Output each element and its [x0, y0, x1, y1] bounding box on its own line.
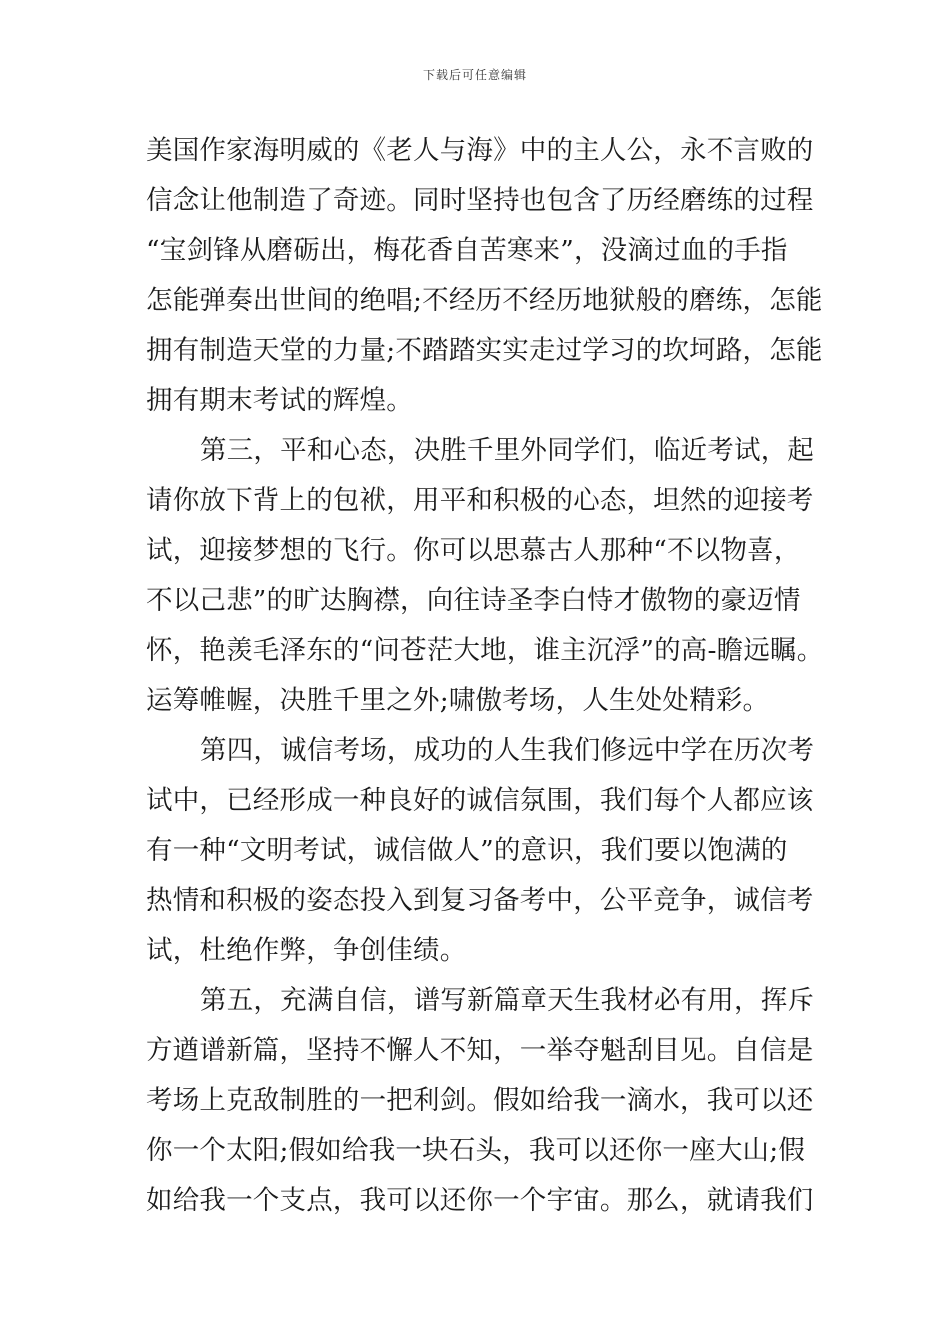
paragraph-start-line: 第五，充满自信，谱写新篇章天生我材必有用，挥斥: [200, 985, 815, 1016]
text-line: 如给我一个支点，我可以还你一个宇宙。那么，就请我们: [146, 1185, 814, 1216]
paragraph-start-line: 第三，平和心态，决胜千里外同学们，临近考试，起: [200, 435, 815, 466]
text-line: 试，杜绝作弊，争创佳绩。: [146, 935, 467, 966]
paragraph-start-line: 第四，诚信考场，成功的人生我们修远中学在历次考: [200, 735, 815, 766]
text-line: 拥有期末考试的辉煌。: [146, 385, 413, 416]
text-line: 信念让他制造了奇迹。同时坚持也包含了历经磨练的过程: [146, 185, 814, 216]
text-line: 美国作家海明威的《老人与海》中的主人公，永不言败的: [146, 135, 814, 166]
text-line: 请你放下背上的包袱，用平和积极的心态，坦然的迎接考: [146, 485, 814, 516]
text-line: 怎能弹奏出世间的绝唱;不经历不经历地狱般的磨练，怎能: [146, 285, 823, 316]
text-line: 方遒谱新篇，坚持不懈人不知，一举夺魁刮目见。自信是: [146, 1035, 814, 1066]
text-line: 你一个太阳;假如给我一块石头，我可以还你一座大山;假: [146, 1135, 806, 1166]
text-line: 有一种“文明考试，诚信做人”的意识，我们要以饱满的: [146, 835, 788, 866]
text-line: 怀，艳羡毛泽东的“问苍茫大地，谁主沉浮”的高-瞻远瞩。: [146, 635, 824, 666]
text-line: 考场上克敌制胜的一把利剑。假如给我一滴水，我可以还: [146, 1085, 814, 1116]
text-line: 不以己悲”的旷达胸襟，向往诗圣李白恃才傲物的豪迈情: [146, 585, 801, 616]
text-line: 试中，已经形成一种良好的诚信氛围，我们每个人都应该: [146, 785, 814, 816]
text-line: “宝剑锋从磨砺出，梅花香自苦寒来”，没滴过血的手指: [146, 235, 788, 266]
page-header: 下载后可任意编辑: [422, 68, 527, 82]
text-line: 拥有制造天堂的力量;不踏踏实实走过学习的坎坷路，怎能: [146, 335, 823, 366]
text-line: 热情和积极的姿态投入到复习备考中，公平竞争，诚信考: [146, 885, 814, 916]
document-body: [146, 126, 826, 1226]
text-line: 运筹帷幄，决胜千里之外;啸傲考场，人生处处精彩。: [146, 685, 770, 716]
text-line: 试，迎接梦想的飞行。你可以思慕古人那种“不以物喜，: [146, 535, 801, 566]
